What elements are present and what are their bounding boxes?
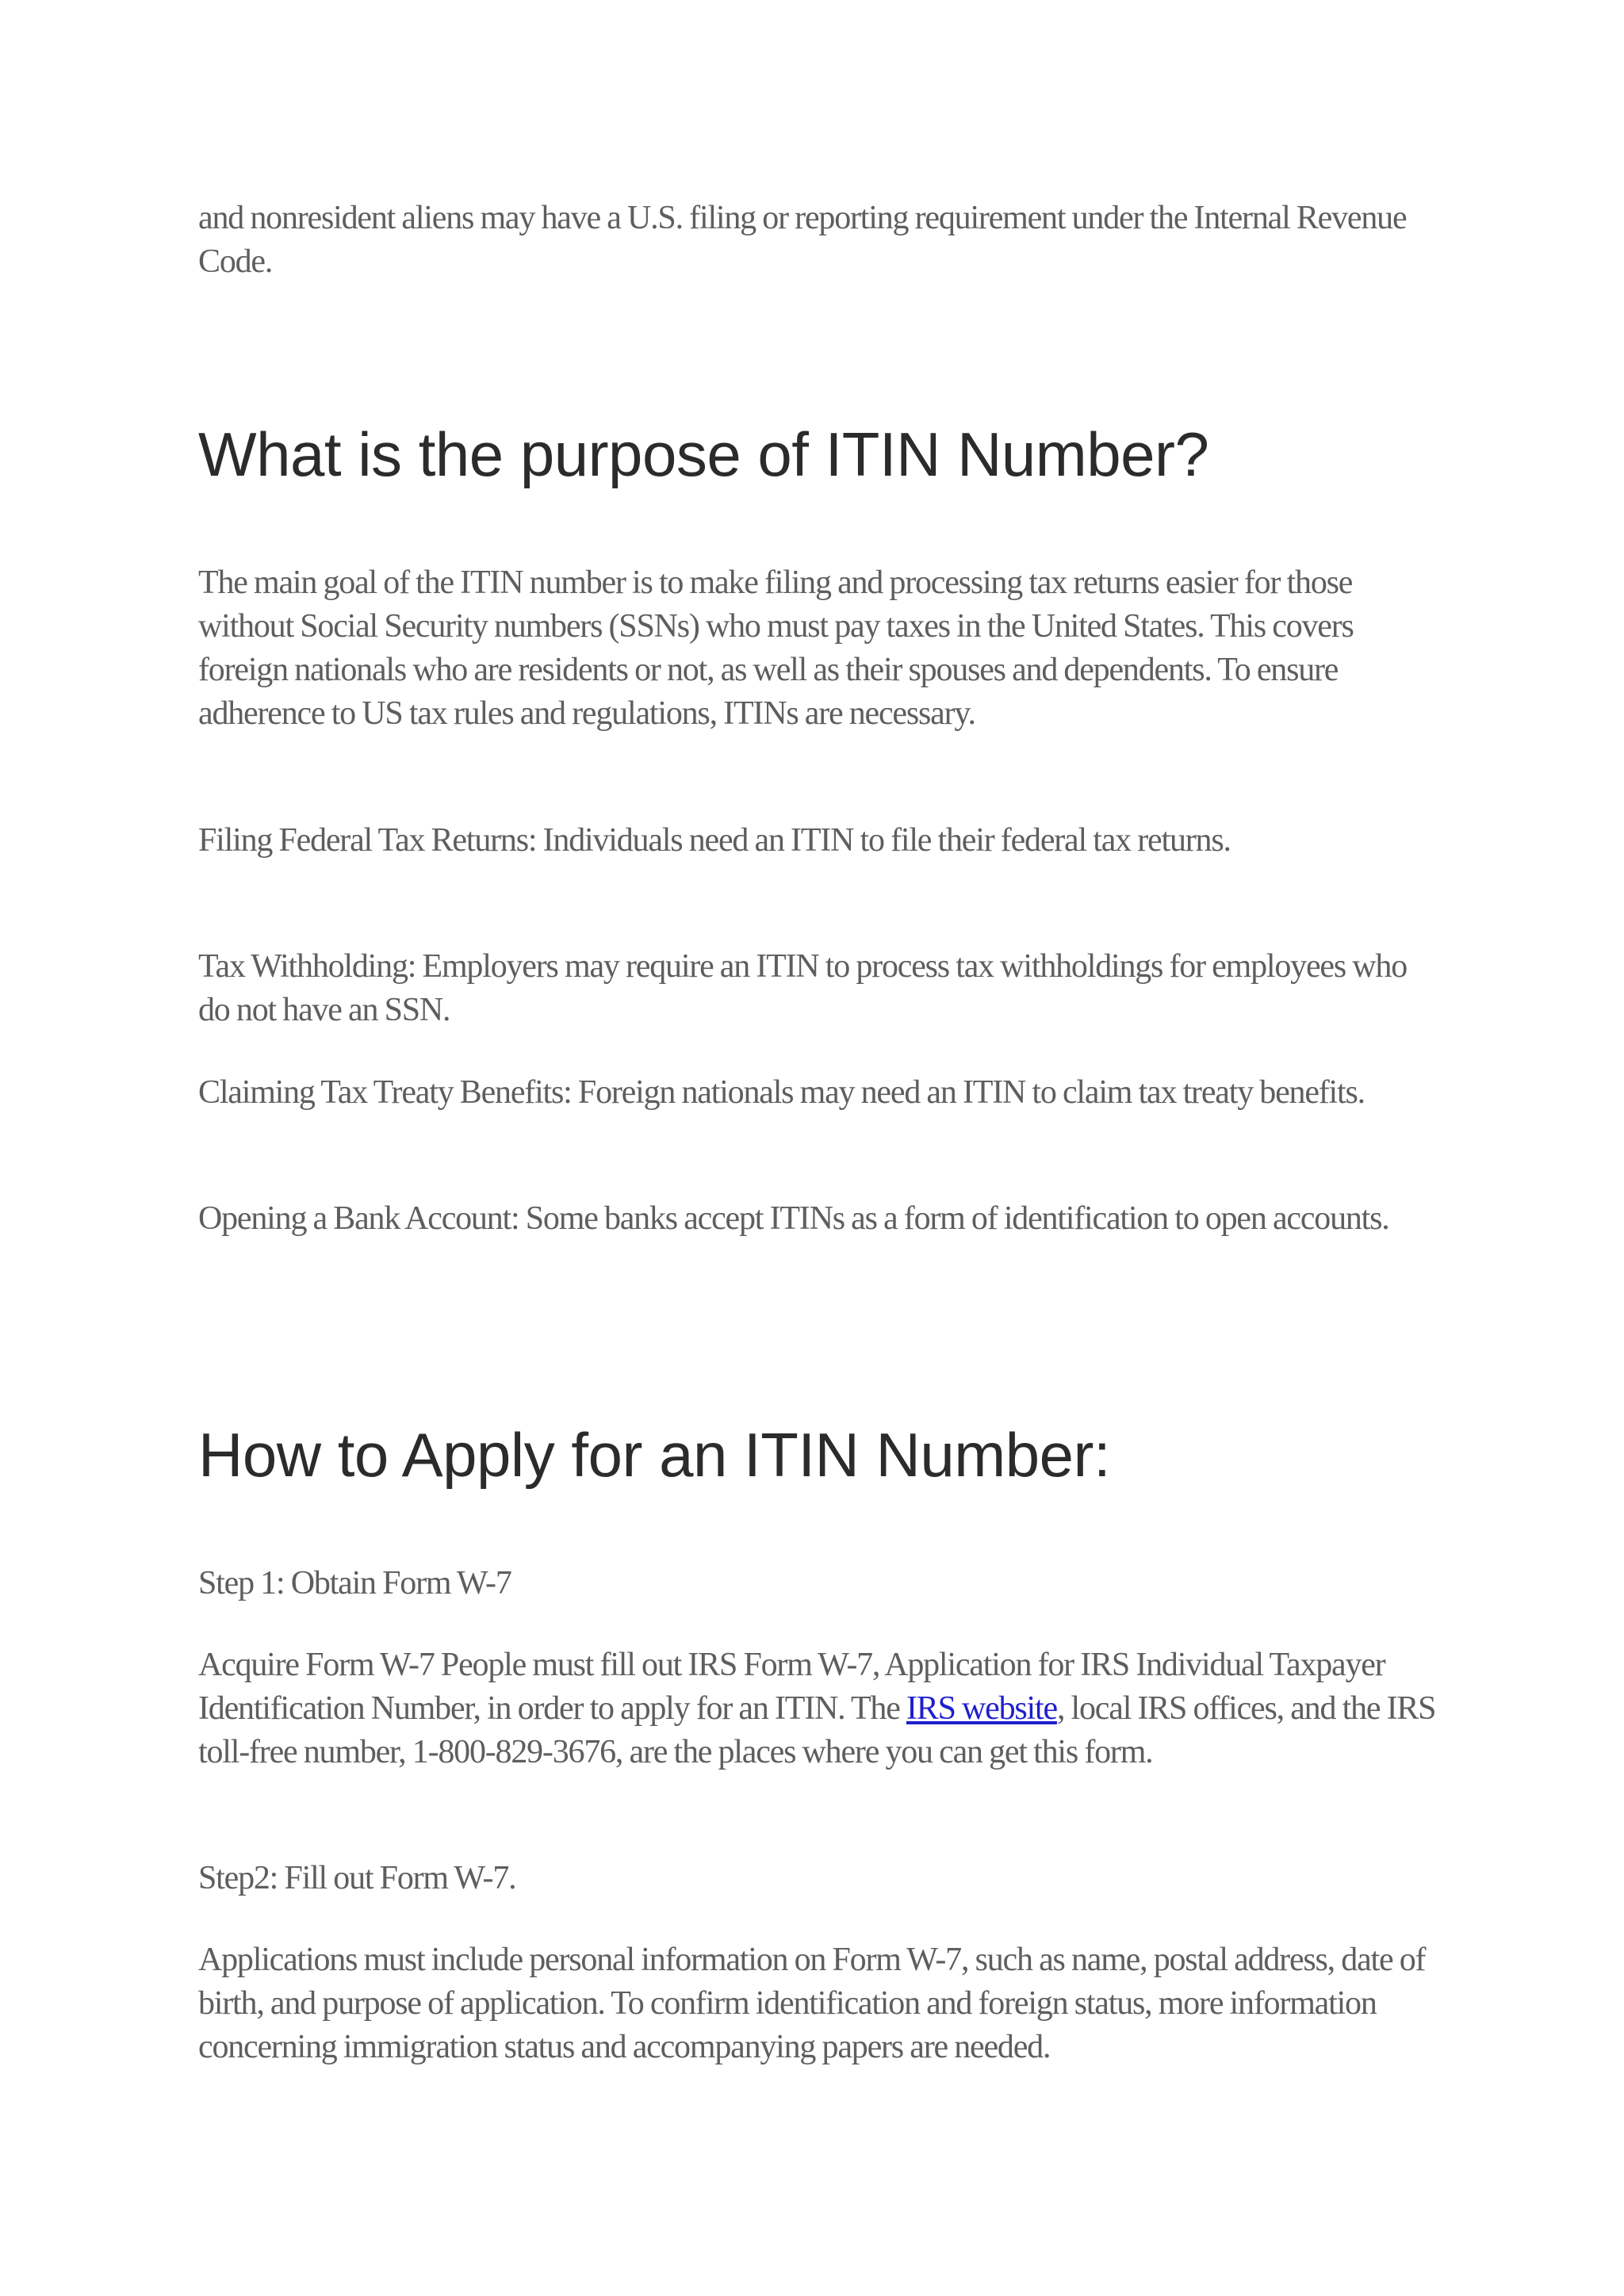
purpose-heading: What is the purpose of ITIN Number? (198, 419, 1209, 489)
intro-paragraph: and nonresident aliens may have a U.S. filing or reporting requirement under the Internal Revenue Code. (198, 200, 1407, 280)
step2-paragraph: Applications must include personal information on Form W-7, such as name, postal address, date of birth, and purpose of application. To confirm identification and foreign status, more information concerning immigration status and accompanying papers are needed. (198, 1942, 1426, 2065)
irs-website-link[interactable]: IRS website (906, 1690, 1057, 1727)
apply-heading: How to Apply for an ITIN Number: (198, 1420, 1111, 1490)
step1-text-after-link: , local IRS offices, and the IRS toll-free number, 1-800-829-3676, are the places where you can get this form. (198, 1690, 1436, 1770)
step1-title: Step 1: Obtain Form W-7 (198, 1565, 511, 1601)
purpose-item-treaty: Claiming Tax Treaty Benefits: Foreign nationals may need an ITIN to claim tax treaty benefits. (198, 1074, 1365, 1111)
step2-title: Step2: Fill out Form W-7. (198, 1860, 516, 1896)
purpose-intro-paragraph: The main goal of the ITIN number is to make filing and processing tax returns easier for those without Social Security numbers (SSNs) who must pay taxes in the United States. This covers foreign nationals who are residents or not, as well as their spouses and dependents. To ensure adherence to US tax rules and regulations, ITINs are necessary. (198, 564, 1354, 732)
purpose-item-bank: Opening a Bank Account: Some banks accept ITINs as a form of identification to open accounts. (198, 1200, 1389, 1237)
purpose-item-filing: Filing Federal Tax Returns: Individuals need an ITIN to file their federal tax returns. (198, 822, 1231, 859)
step1-paragraph (198, 1644, 1443, 1774)
purpose-item-withholding: Tax Withholding: Employers may require an ITIN to process tax withholdings for employees who do not have an SSN. (198, 948, 1408, 1028)
step1-text-before-link: Acquire Form W-7 People must fill out IRS Form W-7, Application for IRS Individual Taxpayer Identification Number, in order to apply for an ITIN. The (198, 1647, 1385, 1727)
